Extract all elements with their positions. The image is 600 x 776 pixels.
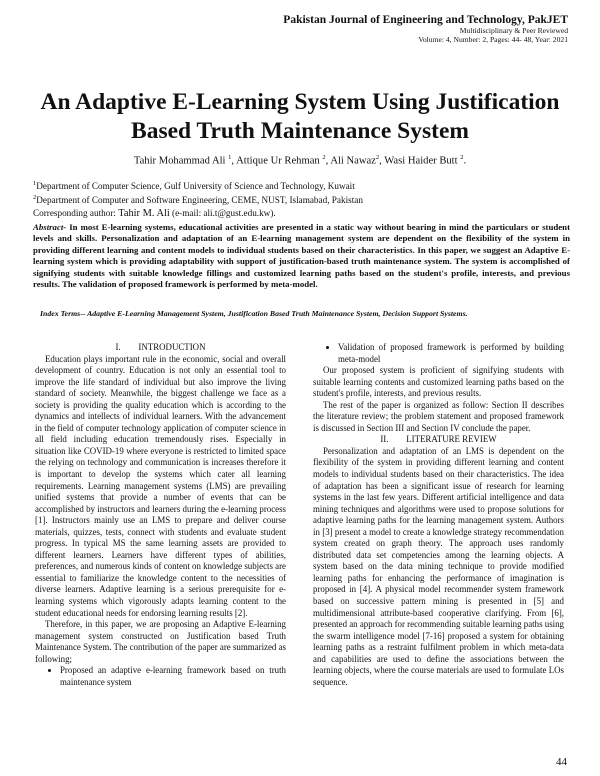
paragraph: Education plays important rule in the economic, social and overall development of country. Education is not only an essential tool to improve the life standard of individual but also improve the living standard of society. Meanwhile, the biggest challenge we face as a society is providing the quality education which is according to the dynamics and intellects of individual learners. With the advancement in the field of computer technology application of computer science in all field including education tremendously rises. Especially in situation like COVID-19 where everyone is restricted to limited space the relying on technology and communication is increases therefore it is important to develop the systems which cater all learning requirements. Learning management systems (LMS) are prevailing unified systems that provide a number of events that can be accomplished by instructors and learners during the e-learning process [1]. Instructors mainly use an LMS to prepare and deliver course materials, quizzes, tests, connect with students and evaluate student progress. In typical MS the same learning assets are provided to different learners. Learners have different types of abilities, preferences, and numerous kinds of content on knowledge subjects are essential to familiarize the knowledge content to the necessities of diverse learners. Adaptive learning is a serious prerequisite for e-learning systems which vigorously adapts learning content to the student educational needs for endorsing learning results [2].: [35, 353, 286, 618]
journal-header: [283, 14, 568, 44]
abstract-label: Abstract-: [33, 222, 67, 232]
author-affiliation-mark: 2: [322, 154, 326, 161]
page-number: 44: [556, 756, 567, 768]
paragraph: Therefore, in this paper, we are proposing an Adaptive E-learning management system constructed on Justification based Truth Maintenance System. The contribution of the paper are summarized as following;: [35, 619, 286, 664]
affiliation-line: $^2$Department of Computer and Software Engineering, CEME, NUST, Islamabad, Pakistan: [33, 194, 363, 206]
contribution-list-continued: [313, 342, 564, 365]
paragraph: Personalization and adaptation of an LMS is dependent on the flexibility of the system in providing different learning and content models to individual students based on their characteristics. The idea of adaptation has been a significant issue of research for learning systems in the last few years. Different artificial intelligence and data mining techniques and algorithms were used to propose solutions for adaptive learning paths for the learning management system. Authors in [3] present a model to create a knowledge strategy recommendation system created on graph theory. The approach uses randomly distributed data set competencies among the learning objects. A system based on the data mining technique to provide modified learning paths for enhancing the performance of imagination is proposed in [4]. A physical model recommender system framework based on successive pattern mining is presented in [5] and multidimensional attribute-based cooperative clarifying. From [6], presented an approach for recommending suitable learning paths using the swarm intelligence model [7-16] proposed a system for obtaining learning paths as a restraint fulfilment problem in which meta-data and capabilities are used to define the associations between the learning objects, where the course materials are used to formulate LOs sequence.: [313, 445, 564, 687]
author-affiliation-mark: 2: [460, 154, 464, 161]
affiliations: [33, 178, 570, 220]
journal-subtitle: Multidisciplinary & Peer Reviewed: [459, 26, 568, 35]
author-name: Attique Ur Rehman: [236, 155, 320, 167]
abstract-text: In most E-learning systems, educational activities are presented in a static way without bearing in mind the particulars or student levels and skills. Personalization and adaptation of an E-learning management system are dependent on the flexibility of the system in providing different learning and content models to individual students based on their characteristics. In this paper, we suggest an Adaptive E-learning system which is providing adaptability with support of justification-based truth maintenance system. The system is accomplished of signifying students with suitable knowledge fillings and customized learning paths based on the student's profile, interests, and previous results. The validation of proposed framework is performed by meta-model.: [33, 222, 570, 290]
paragraph: The rest of the paper is organized as follow: Section II describes the literature review; the problem statement and proposed framework is discussed in Section III and Section IV conclude the paper.: [313, 399, 564, 433]
index-terms-text: Adaptive E-Learning Management System, Justification Based Truth Maintenance System, Decision Support Systems.: [85, 309, 468, 318]
right-column: [313, 342, 564, 688]
index-terms-label: Index Terms--: [40, 309, 86, 318]
author-name: Wasi Haider Butt: [384, 155, 458, 167]
section-heading-literature-review: II. LITERATURE REVIEW: [380, 434, 497, 445]
contribution-list: [35, 665, 286, 688]
author-name: Ali Nawaz: [330, 155, 376, 167]
paper-title: An Adaptive E-Learning System Using Justification Based Truth Maintenance System: [40, 89, 560, 144]
corresponding-author-name: Tahir M. Ali: [118, 207, 170, 219]
left-column: [35, 342, 286, 688]
paragraph: Our proposed system is proficient of signifying students with suitable learning contents and customized learning paths based on the student's profile, interests, and previous results.: [313, 365, 564, 399]
abstract: [33, 222, 570, 290]
corresponding-email[interactable]: (e-mail: ali.t@gust.edu.kw).: [172, 207, 276, 218]
author-affiliation-mark: 1: [228, 154, 232, 161]
index-terms: [40, 309, 570, 318]
journal-volume-info: Volume: 4, Number: 2, Pages: 44- 48, Year: 2021: [418, 35, 568, 44]
section-heading-introduction: I. INTRODUCTION: [115, 342, 206, 352]
list-item: • Validation of proposed framework is performed by building meta-model: [338, 342, 564, 365]
affiliation-line: $^1$Department of Computer Science, Gulf University of Science and Technology, Kuwait: [33, 180, 355, 192]
author-list: Tahir Mohammad Ali $^1$, Attique Ur Rehman $^2$, Ali Nawaz$^2$, Wasi Haider Butt $^2$.: [133, 154, 467, 167]
journal-name: Pakistan Journal of Engineering and Technology, PakJET: [283, 14, 568, 26]
list-item: • Proposed an adaptive e-learning framework based on truth maintenance system: [60, 665, 286, 688]
corresponding-author: Corresponding author: Tahir M. Ali (e-mail: ali.t@gust.edu.kw).: [33, 207, 276, 219]
author-name: Tahir Mohammad Ali: [133, 155, 226, 167]
author-affiliation-mark: 2: [375, 154, 380, 161]
